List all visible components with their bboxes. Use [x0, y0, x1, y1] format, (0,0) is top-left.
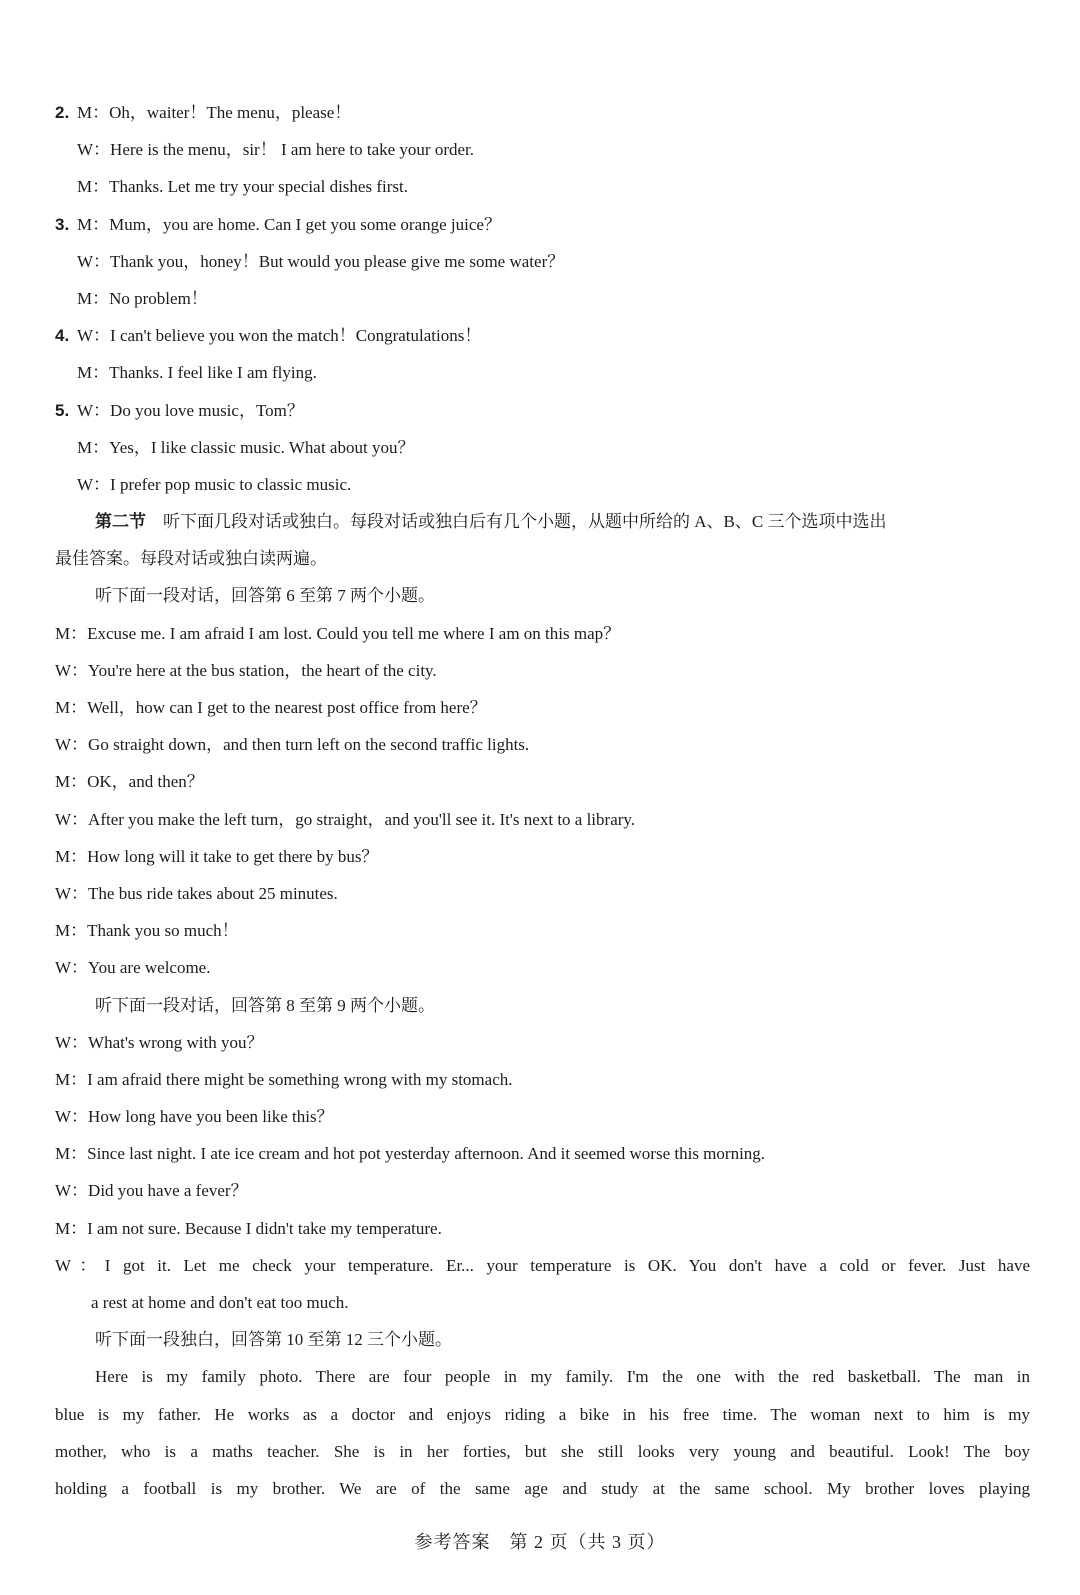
- dialogue-line: M：Excuse me. I am afraid I am lost. Could you tell me where I am on this map？: [55, 623, 621, 643]
- dialogue-line: W：I prefer pop music to classic music.: [77, 474, 352, 494]
- dialogue-line: M：I am afraid there might be something wrong with my stomach.: [55, 1069, 513, 1089]
- question-number: 2.: [55, 103, 70, 122]
- dialogue-line: W：I can't believe you won the match！Congratulations！: [77, 326, 482, 346]
- dialogue-intro: 听下面一段对话，回答第 8 至第 9 两个小题。: [95, 995, 435, 1015]
- dialogue-line: M：Thanks. I feel like I am flying.: [77, 363, 317, 383]
- instruction-text: 最佳答案。每段对话或独白读两遍。: [55, 549, 327, 569]
- dialogue-line: M：Thank you so much！: [55, 921, 239, 941]
- dialogue-line: M：Mum，you are home. Can I get you some orange juice？: [77, 214, 501, 234]
- dialogue-intro: 听下面一段对话，回答第 6 至第 7 两个小题。: [95, 586, 435, 606]
- question-number: 5.: [55, 400, 70, 420]
- answer-content: [55, 94, 1030, 1507]
- dialogue-line: W：After you make the left turn，go straight，and you'll see it. It's next to a library.: [55, 809, 636, 829]
- page-footer: 参考答案 第 2 页（共 3 页）: [414, 1532, 666, 1552]
- dialogue-line: W：You're here at the bus station，the heart of the city.: [55, 660, 437, 680]
- monologue-line: blue is my father. He works as a doctor and enjoys riding a bike in his free time. The woman next to him is my: [55, 1404, 1030, 1424]
- dialogue-2: [55, 94, 1030, 206]
- dialogue-line: W：Do you love music，Tom？: [77, 400, 304, 420]
- dialogue-line: M：OK，and then？: [55, 772, 204, 792]
- dialogue-line: M：How long will it take to get there by bus？: [55, 846, 379, 866]
- question-number: 4.: [55, 326, 70, 346]
- dialogue-line: a rest at home and don't eat too much.: [91, 1293, 349, 1312]
- section-label: 第二节: [95, 512, 146, 532]
- dialogue-line: M：Well，how can I get to the nearest post office from here？: [55, 698, 487, 717]
- dialogue-line: W：What's wrong with you？: [55, 1032, 264, 1052]
- instruction-text: 听下面几段对话或独白。每段对话或独白后有几个小题，从题中所给的 A、B、C 三个选项中选出: [163, 512, 887, 532]
- dialogue-5: [55, 392, 1030, 504]
- monologue-line: mother, who is a maths teacher. She is in her forties, but she still looks very young and beautiful. Look! The boy: [55, 1441, 1030, 1461]
- dialogue-4: [55, 317, 1030, 391]
- monologue-line: Here is my family photo. There are four people in my family. I'm the one with the red basketball. The man in: [95, 1367, 1030, 1387]
- question-number: 3.: [55, 214, 70, 234]
- dialogue-line: M：Yes，I like classic music. What about you？: [77, 437, 415, 457]
- dialogue-line: W：How long have you been like this？: [55, 1107, 334, 1127]
- dialogue-line: W：Thank you，honey！But would you please give me some water？: [77, 251, 565, 271]
- dialogue-line: M：Since last night. I ate ice cream and hot pot yesterday afternoon. And it seemed worse this morning.: [55, 1144, 766, 1164]
- monologue-line: holding a football is my brother. We are of the same age and study at the same school. My brother loves playing: [55, 1478, 1030, 1498]
- dialogue-line: W：I got it. Let me check your temperature. Er... your temperature is OK. You don't have a cold or fever. Just have: [55, 1255, 1030, 1275]
- dialogue-line: M：No problem！: [77, 288, 208, 308]
- dialogue-line: M：Thanks. Let me try your special dishes first.: [77, 177, 408, 197]
- dialogue-line: W：You are welcome.: [55, 958, 211, 978]
- dialogue-6-7: [55, 615, 1030, 987]
- monologue-text: [55, 1358, 1030, 1507]
- dialogue-8-9: [55, 1024, 1030, 1322]
- dialogue-line: W：Here is the menu，sir！ I am here to take your order.: [77, 140, 475, 160]
- dialogue-line: M：I am not sure. Because I didn't take my temperature.: [55, 1218, 442, 1238]
- dialogue-line: M：Oh，waiter！The menu，please！: [77, 103, 352, 122]
- dialogue-line: W：Go straight down，and then turn left on the second traffic lights.: [55, 735, 530, 755]
- dialogue-3: [55, 206, 1030, 318]
- monologue-intro: 听下面一段独白，回答第 10 至第 12 三个小题。: [95, 1330, 452, 1350]
- section-instruction: [55, 503, 1030, 540]
- dialogue-line: W：Did you have a fever？: [55, 1181, 248, 1201]
- dialogue-line: W：The bus ride takes about 25 minutes.: [55, 883, 338, 903]
